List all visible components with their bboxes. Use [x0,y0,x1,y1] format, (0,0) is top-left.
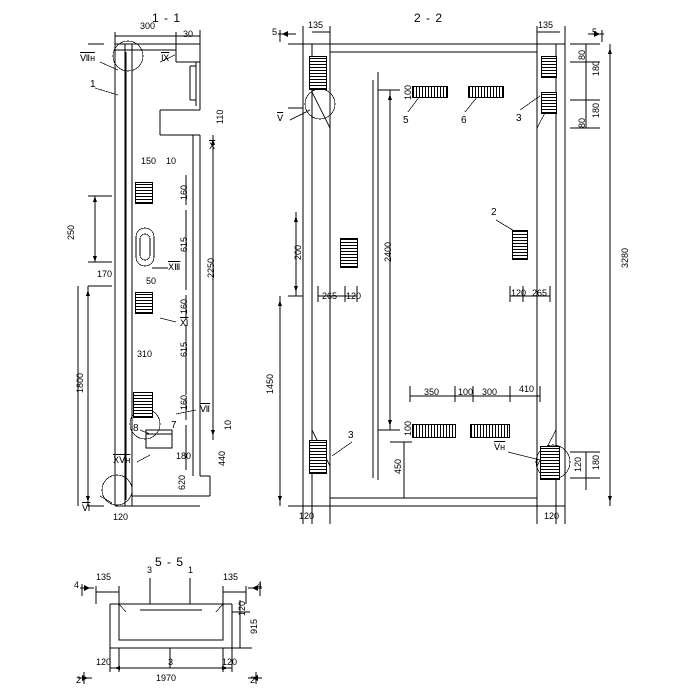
dimension-label: 120 [113,512,129,522]
dimension-label: 100 [403,420,413,436]
dimension-label: 180 [591,454,601,470]
dimension-label: 3 [147,565,153,575]
dimension-label: 200 [293,244,303,260]
mesh-block [468,86,504,98]
rebar-block [135,182,153,204]
dimension-label: 615 [179,341,189,357]
dimension-label: 10 [166,156,177,166]
mesh-block [412,86,448,98]
part-callout: 2 [491,207,497,218]
dimension-label: 915 [249,618,259,634]
dimension-label: 80 [577,49,587,60]
dimension-label: 30 [183,29,194,39]
dimension-label: 2 [250,675,256,685]
rebar-block [309,440,327,474]
dimension-label: 265 [532,288,548,298]
dimension-label: 615 [179,236,189,252]
dimension-label: 310 [137,349,153,359]
part-callout: 7 [171,420,177,431]
view-title-1-1: 1 - 1 [152,11,182,25]
dimension-label: 170 [97,269,113,279]
section-mark: ⅩⅤн [113,455,131,465]
dimension-label: 135 [96,572,112,582]
dimension-label: 450 [393,458,403,474]
section-mark: $\overline{Ⅺ}$ [180,318,189,328]
dimension-label: 3280 [620,247,630,268]
dimension-label: 180 [591,102,601,118]
dimension-label: 5 [272,27,278,37]
dimension-label: 180 [591,60,601,76]
dimension-label: 110 [215,109,225,124]
dimension-label: 4 [257,580,263,590]
part-callout: 5 [403,115,409,126]
dimension-label: 100 [458,387,474,397]
dimension-label: 120 [346,291,362,301]
view-title-2-2: 2 - 2 [414,11,444,25]
part-callout: 1 [90,79,96,90]
rebar-block [540,446,560,480]
rebar-block [541,92,557,114]
dimension-label: 180 [176,451,192,461]
section-mark: $\overline{ⅩⅢ}$ [168,262,181,272]
dimension-label: 1800 [75,372,85,393]
dimension-label: 120 [511,288,527,298]
mesh-block [512,230,528,260]
section-mark: $\overline{Ⅶ}$ [200,404,211,414]
section-mark: Ⅴн [494,442,506,452]
part-callout: 3 [516,113,522,124]
dimension-label: 3 [168,657,174,667]
part-callout: 6 [461,115,467,126]
view-title-5-5: 5 - 5 [155,555,185,569]
dimension-label: 2250 [206,257,216,278]
dimension-label: 100 [403,84,413,100]
mesh-block [470,424,510,438]
dimension-label: 160 [179,394,189,410]
dimension-label: 440 [217,450,227,466]
dimension-label: 135 [538,20,554,30]
section-mark: $\overline{Ⅹ}$ [209,141,216,151]
dimension-label: 120 [544,511,560,521]
dimension-label: 5 [592,27,598,37]
dimension-label: 300 [482,387,498,397]
part-callout: 8 [133,423,139,434]
section-mark: $\overline{Ⅸ}$ [161,53,170,63]
dimension-label: 620 [177,474,187,490]
dimension-label: 4 [74,580,80,590]
dimension-label: 1450 [265,373,275,394]
section-mark: $\overline{Ⅴ}$ [277,113,284,123]
dimension-label: 135 [308,20,324,30]
dimension-label: 2400 [383,241,393,262]
dimension-label: 10 [223,419,233,430]
rebar-block [135,292,153,314]
dimension-label: 2 [76,675,82,685]
dimension-label: 120 [573,456,583,472]
mesh-block [340,238,358,268]
dimension-label: 265 [322,291,338,301]
dimension-label: 120 [222,657,238,667]
section-mark: Ⅶн [80,53,96,63]
dimension-label: 1970 [156,673,177,683]
dimension-label: 300 [140,21,156,31]
dimension-label: 1 [188,565,194,575]
dimension-label: 250 [66,224,76,240]
dimension-label: 350 [424,387,440,397]
rebar-block [541,56,557,78]
dimension-label: 80 [577,117,587,128]
dimension-label: 410 [519,384,535,394]
dimension-label: 150 [141,156,157,166]
dimension-label: 120 [237,600,247,616]
dimension-label: 120 [299,511,315,521]
part-callout: 3 [348,430,354,441]
mesh-block [412,424,456,438]
rebar-block [133,392,153,418]
dimension-label: 135 [223,572,239,582]
dimension-label: 120 [96,657,112,667]
dimension-label: 160 [179,298,189,314]
section-mark: $\overline{Ⅵ}$ [82,503,91,513]
rebar-block [309,56,327,90]
dimension-label: 50 [146,276,157,286]
dimension-label: 160 [179,184,189,200]
